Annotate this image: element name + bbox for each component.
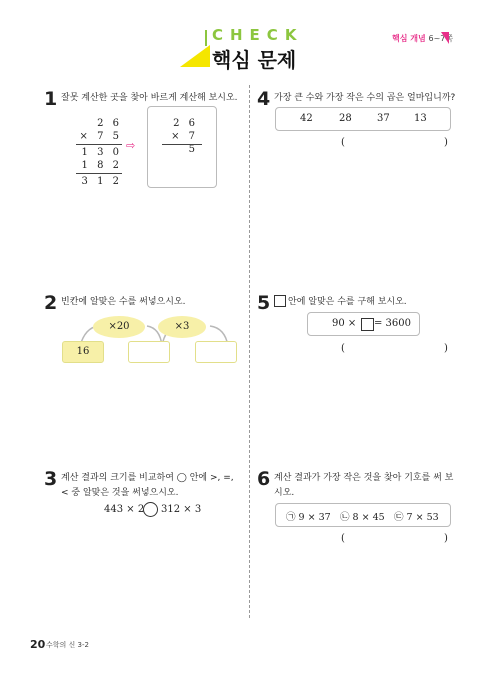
q4-answer-field[interactable]	[350, 136, 440, 150]
q1-text: 잘못 계산한 곳을 찾아 바르게 계산해 보시오.	[61, 93, 238, 103]
q3-text-line1: 계산 결과의 크기를 비교하여 ◯ 안에 >, =,	[61, 473, 234, 483]
check-label: CHECK	[212, 26, 304, 44]
q1-wrong-row: 2 6	[97, 118, 122, 129]
q5-answer-field[interactable]	[350, 342, 440, 356]
yellow-wedge-decoration	[180, 45, 210, 67]
q4-number-item: 28	[339, 113, 352, 124]
q2-operator-bubble: ×3	[158, 316, 206, 338]
q1-wrong-row: 1 3 0	[81, 147, 122, 158]
q1-wrong-row: 1 8 2	[81, 160, 122, 171]
q5-expr-left: 90 ×	[332, 318, 357, 329]
q3-text-line2: < 중 알맞은 것을 써넣으시오.	[61, 488, 179, 498]
q5-blank-box[interactable]	[361, 318, 374, 331]
q6-option[interactable]	[286, 509, 331, 523]
q3-right-expression: 312 × 3	[161, 504, 202, 515]
q2-start-box: 16	[62, 341, 104, 363]
q2-answer-box[interactable]	[128, 341, 170, 363]
q1-wrong-rule	[76, 144, 122, 145]
q1-right-rule	[162, 144, 202, 145]
q1-right-row: × 7 5	[171, 131, 198, 155]
q3-number: 3	[44, 468, 58, 490]
q6-text-line1: 계산 결과가 가장 작은 것을 찾아 기호를 써 보	[274, 473, 454, 483]
option-mark-icon: ㉠	[286, 512, 296, 523]
corner-flag-icon	[441, 32, 449, 44]
option-mark-icon: ㉢	[394, 512, 404, 523]
blank-square-icon	[274, 295, 286, 307]
q6-text-line2: 시오.	[274, 488, 295, 498]
q1-answer-box[interactable]	[147, 106, 217, 188]
right-arrow-icon: ⇨	[126, 139, 136, 152]
concept-tag-pages: 6~7쪽	[428, 34, 454, 43]
option-mark-icon: ㉡	[340, 512, 350, 523]
q4-number-item: 13	[414, 113, 427, 124]
q5-answer-open: (	[341, 343, 345, 354]
q4-number-item: 37	[377, 113, 390, 124]
page-number: 20	[30, 638, 46, 651]
concept-tag-label: 핵심 개념	[392, 34, 426, 43]
q4-answer-open: (	[341, 137, 345, 148]
q4-text: 가장 큰 수와 가장 작은 수의 곱은 얼마입니까?	[274, 93, 456, 103]
q1-wrong-rule	[76, 173, 122, 174]
q6-option-expr: 9 × 37	[298, 512, 331, 523]
q1-right-row: 2 6	[173, 118, 198, 129]
q6-number: 6	[257, 468, 271, 490]
q2-text: 빈칸에 알맞은 수를 써넣으시오.	[61, 297, 186, 307]
q6-option[interactable]	[340, 509, 385, 523]
q6-answer-open: (	[341, 533, 345, 544]
q6-option-expr: 8 × 45	[352, 512, 385, 523]
q4-number-item: 42	[300, 113, 313, 124]
check-bar-decoration	[205, 30, 207, 46]
q5-answer-close: )	[444, 343, 448, 354]
q1-wrong-row: 3 1 2	[81, 176, 122, 187]
q4-number: 4	[257, 88, 271, 110]
q6-answer-field[interactable]	[350, 532, 440, 546]
q6-option[interactable]	[394, 509, 439, 523]
q2-number: 2	[44, 292, 58, 314]
q4-answer-close: )	[444, 137, 448, 148]
q6-options-box	[275, 503, 451, 527]
q5-text: 안에 알맞은 수를 구해 보시오.	[288, 297, 407, 307]
q4-number-box	[275, 107, 451, 131]
q1-wrong-calculation	[76, 117, 122, 188]
q5-equation-box	[307, 312, 420, 336]
q3-comparison-circle[interactable]	[143, 502, 158, 517]
q5-number: 5	[257, 292, 271, 314]
q2-answer-box[interactable]	[195, 341, 237, 363]
q3-left-expression: 443 × 2	[104, 504, 145, 515]
column-divider	[249, 85, 250, 618]
q2-operator-bubble: ×20	[93, 316, 145, 338]
q1-number: 1	[44, 88, 58, 110]
book-title: 수학의 신 3-2	[46, 641, 89, 649]
q6-option-expr: 7 × 53	[406, 512, 439, 523]
q6-answer-close: )	[444, 533, 448, 544]
q5-expr-right: = 3600	[374, 318, 412, 329]
page-title: 핵심 문제	[212, 48, 297, 72]
q1-wrong-row: × 7 5	[79, 131, 122, 142]
